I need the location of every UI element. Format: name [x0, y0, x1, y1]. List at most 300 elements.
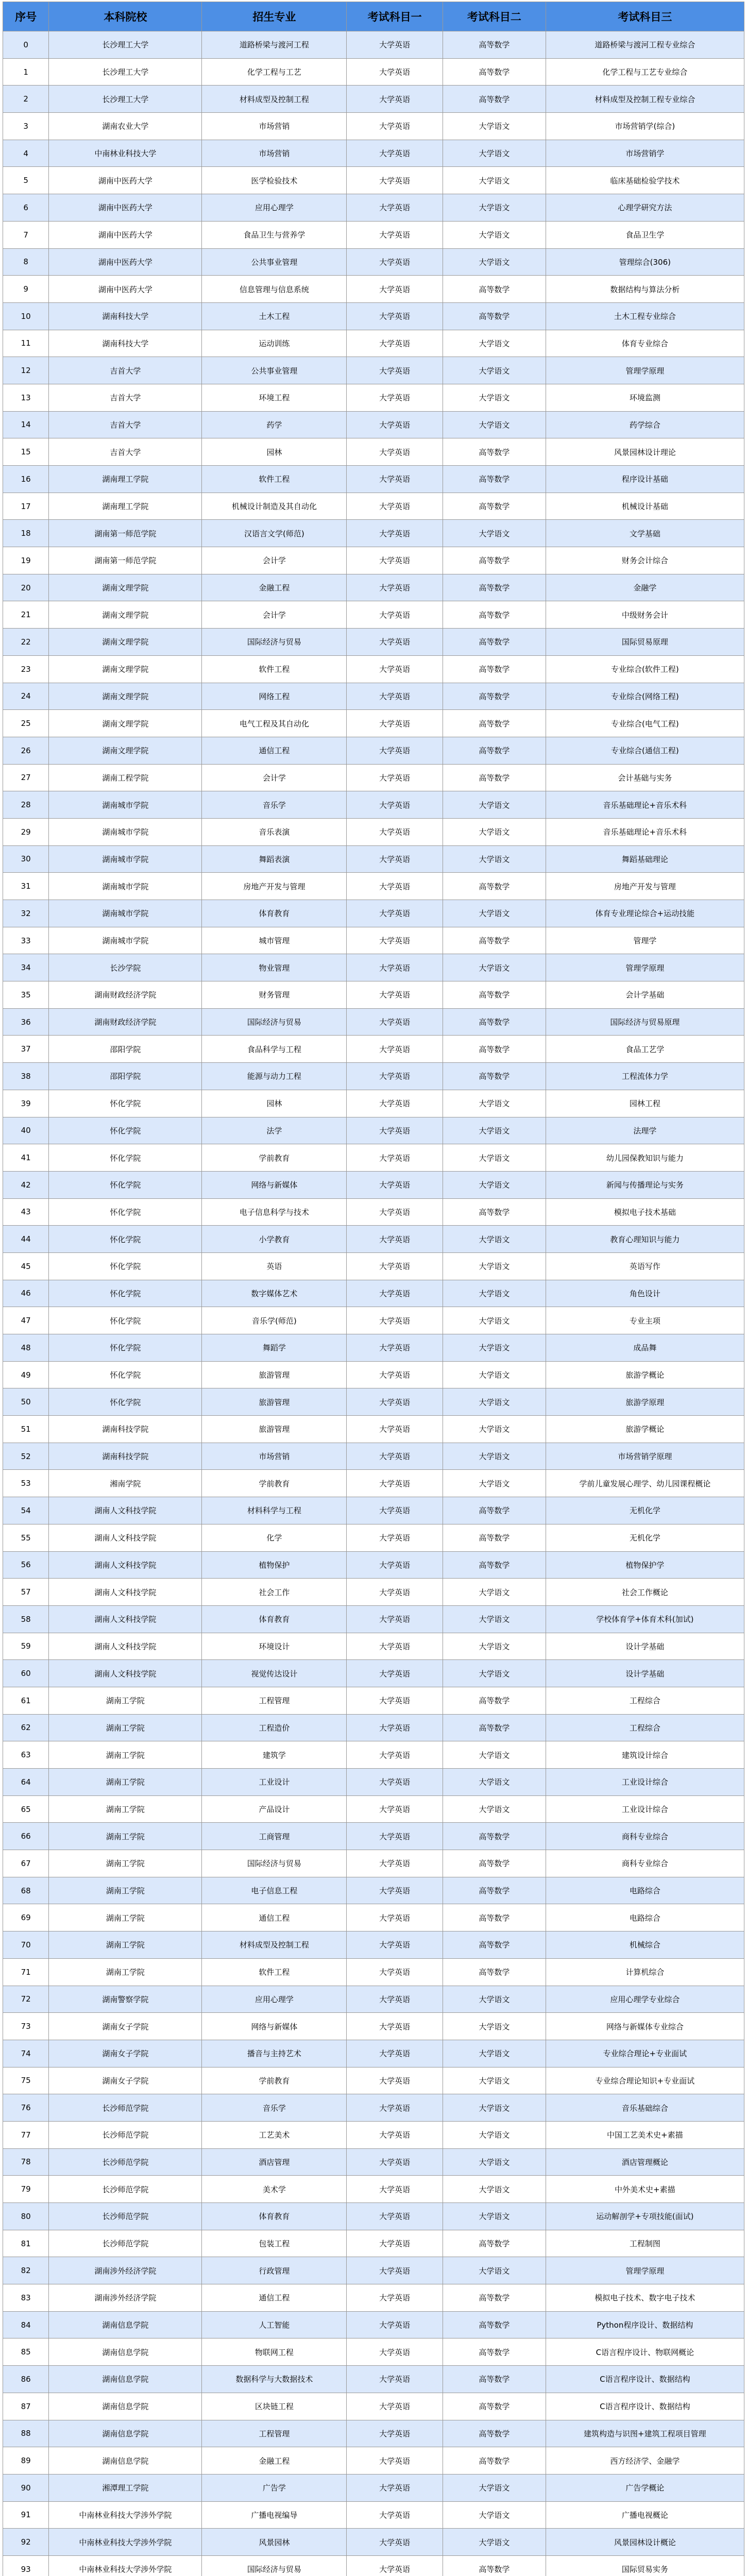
table-row	[3, 547, 744, 574]
cell-school: 湖南警察学院	[49, 1986, 202, 2013]
table-row	[3, 1171, 744, 1198]
cell-major: 机械设计制造及其自动化	[202, 493, 347, 520]
cell-no: 2	[3, 86, 49, 113]
cell-subject-1: 大学英语	[347, 1904, 443, 1931]
cell-no: 74	[3, 2040, 49, 2067]
cell-no: 35	[3, 981, 49, 1009]
header-school: 本科院校	[49, 2, 202, 31]
cell-no: 78	[3, 2148, 49, 2176]
cell-subject-3: 广播电视概论	[546, 2501, 744, 2529]
cell-subject-1: 大学英语	[347, 1660, 443, 1687]
cell-subject-2: 大学语文	[443, 1252, 546, 1280]
table-row	[3, 302, 744, 330]
cell-subject-2: 大学语文	[443, 1090, 546, 1117]
table-row	[3, 1280, 744, 1307]
cell-subject-3: 电路综合	[546, 1877, 744, 1904]
cell-subject-3: 化学工程与工艺专业综合	[546, 58, 744, 86]
cell-no: 10	[3, 302, 49, 330]
cell-school: 湖南城市学院	[49, 900, 202, 927]
cell-subject-2: 高等数学	[443, 683, 546, 710]
cell-major: 物联网工程	[202, 2338, 347, 2366]
cell-subject-2: 高等数学	[443, 1036, 546, 1063]
cell-subject-3: 社会工作概论	[546, 1579, 744, 1606]
table-row	[3, 330, 744, 357]
cell-subject-3: 广告学概论	[546, 2474, 744, 2501]
cell-school: 湖南城市学院	[49, 791, 202, 819]
cell-school: 怀化学院	[49, 1388, 202, 1416]
cell-subject-1: 大学英语	[347, 1795, 443, 1823]
cell-subject-3: 管理综合(306)	[546, 248, 744, 276]
table-row	[3, 2013, 744, 2040]
cell-school: 湖南人文科技学院	[49, 1524, 202, 1551]
cell-subject-3: 管理学原理	[546, 954, 744, 981]
cell-no: 92	[3, 2529, 49, 2556]
cell-subject-2: 大学语文	[443, 1307, 546, 1334]
cell-no: 93	[3, 2555, 49, 2576]
cell-subject-1: 大学英语	[347, 221, 443, 248]
cell-major: 电子信息工程	[202, 1877, 347, 1904]
cell-major: 体育教育	[202, 1605, 347, 1633]
cell-subject-3: 新闻与传播理论与实务	[546, 1171, 744, 1198]
cell-school: 怀化学院	[49, 1090, 202, 1117]
cell-no: 67	[3, 1850, 49, 1877]
cell-subject-2: 大学语文	[443, 1605, 546, 1633]
cell-major: 学前教育	[202, 1144, 347, 1172]
cell-subject-1: 大学英语	[347, 411, 443, 438]
header-subject-2: 考试科目二	[443, 2, 546, 31]
cell-subject-1: 大学英语	[347, 710, 443, 737]
cell-subject-1: 大学英语	[347, 2121, 443, 2148]
cell-no: 18	[3, 520, 49, 547]
table-row	[3, 248, 744, 276]
cell-subject-3: 心理学研究方法	[546, 194, 744, 222]
cell-no: 60	[3, 1660, 49, 1687]
cell-subject-2: 大学语文	[443, 1416, 546, 1443]
cell-school: 中南林业科技大学涉外学院	[49, 2529, 202, 2556]
cell-major: 材料科学与工程	[202, 1497, 347, 1524]
cell-major: 数字媒体艺术	[202, 1280, 347, 1307]
cell-school: 湖南工学院	[49, 1823, 202, 1850]
cell-subject-1: 大学英语	[347, 1470, 443, 1497]
cell-subject-2: 大学语文	[443, 1334, 546, 1362]
cell-no: 69	[3, 1904, 49, 1931]
cell-subject-2: 高等数学	[443, 629, 546, 656]
cell-major: 园林	[202, 1090, 347, 1117]
table-row	[3, 2284, 744, 2312]
cell-subject-1: 大学英语	[347, 2013, 443, 2040]
cell-major: 音乐学	[202, 2094, 347, 2122]
cell-subject-2: 大学语文	[443, 900, 546, 927]
header-no: 序号	[3, 2, 49, 31]
cell-school: 怀化学院	[49, 1144, 202, 1172]
cell-subject-1: 大学英语	[347, 466, 443, 493]
cell-subject-1: 大学英语	[347, 1334, 443, 1362]
cell-school: 湖南科技学院	[49, 1416, 202, 1443]
cell-no: 29	[3, 818, 49, 845]
table-row	[3, 1958, 744, 1986]
table-row	[3, 466, 744, 493]
cell-school: 湖南第一师范学院	[49, 547, 202, 574]
cell-school: 湖南文理学院	[49, 655, 202, 683]
table-row	[3, 1063, 744, 1090]
cell-major: 美术学	[202, 2176, 347, 2203]
cell-subject-1: 大学英语	[347, 873, 443, 900]
cell-major: 区块链工程	[202, 2393, 347, 2420]
cell-school: 怀化学院	[49, 1307, 202, 1334]
cell-subject-1: 大学英语	[347, 1171, 443, 1198]
cell-no: 56	[3, 1551, 49, 1579]
cell-school: 湖南工学院	[49, 1904, 202, 1931]
cell-subject-1: 大学英语	[347, 1633, 443, 1660]
cell-no: 72	[3, 1986, 49, 2013]
cell-no: 51	[3, 1416, 49, 1443]
cell-school: 湖南文理学院	[49, 629, 202, 656]
cell-no: 45	[3, 1252, 49, 1280]
cell-major: 软件工程	[202, 655, 347, 683]
cell-school: 湖南工学院	[49, 1769, 202, 1796]
cell-subject-2: 大学语文	[443, 1986, 546, 2013]
cell-school: 湖南人文科技学院	[49, 1660, 202, 1687]
cell-no: 7	[3, 221, 49, 248]
cell-school: 湖南理工学院	[49, 493, 202, 520]
cell-major: 市场营销	[202, 140, 347, 167]
cell-no: 71	[3, 1958, 49, 1986]
cell-no: 82	[3, 2257, 49, 2284]
cell-subject-2: 大学语文	[443, 2094, 546, 2122]
cell-subject-2: 高等数学	[443, 2230, 546, 2257]
cell-major: 食品卫生与营养学	[202, 221, 347, 248]
cell-subject-2: 大学语文	[443, 520, 546, 547]
cell-subject-3: 市场营销学(综合)	[546, 113, 744, 140]
table-row	[3, 791, 744, 819]
cell-subject-2: 高等数学	[443, 493, 546, 520]
cell-subject-2: 大学语文	[443, 1280, 546, 1307]
cell-school: 湖南人文科技学院	[49, 1579, 202, 1606]
cell-school: 中南林业科技大学涉外学院	[49, 2555, 202, 2576]
table-row	[3, 2420, 744, 2447]
cell-subject-3: 专业综合理论+专业面试	[546, 2040, 744, 2067]
cell-subject-1: 大学英语	[347, 1714, 443, 1741]
cell-major: 电子信息科学与技术	[202, 1198, 347, 1226]
cell-subject-2: 高等数学	[443, 276, 546, 303]
cell-no: 55	[3, 1524, 49, 1551]
table-row	[3, 2555, 744, 2576]
cell-no: 11	[3, 330, 49, 357]
cell-subject-2: 大学语文	[443, 845, 546, 873]
cell-subject-2: 高等数学	[443, 1958, 546, 1986]
cell-subject-1: 大学英语	[347, 1605, 443, 1633]
cell-school: 吉首大学	[49, 411, 202, 438]
cell-subject-3: 市场营销学	[546, 140, 744, 167]
cell-school: 长沙师范学院	[49, 2230, 202, 2257]
cell-major: 化学工程与工艺	[202, 58, 347, 86]
cell-subject-3: C语言程序设计、物联网概论	[546, 2338, 744, 2366]
cell-subject-1: 大学英语	[347, 547, 443, 574]
cell-no: 68	[3, 1877, 49, 1904]
table-row	[3, 954, 744, 981]
cell-subject-3: 无机化学	[546, 1524, 744, 1551]
cell-subject-3: 管理学原理	[546, 357, 744, 384]
cell-school: 中南林业科技大学涉外学院	[49, 2501, 202, 2529]
cell-no: 9	[3, 276, 49, 303]
cell-major: 旅游管理	[202, 1361, 347, 1388]
cell-major: 社会工作	[202, 1579, 347, 1606]
header-subject-3: 考试科目三	[546, 2, 744, 31]
table-row	[3, 1388, 744, 1416]
cell-major: 人工智能	[202, 2311, 347, 2338]
cell-school: 湖南城市学院	[49, 845, 202, 873]
cell-subject-3: 体育专业综合	[546, 330, 744, 357]
cell-subject-2: 高等数学	[443, 927, 546, 954]
cell-no: 88	[3, 2420, 49, 2447]
cell-subject-3: 风景园林设计理论	[546, 438, 744, 466]
cell-major: 国际经济与贸易	[202, 2555, 347, 2576]
cell-no: 25	[3, 710, 49, 737]
cell-major: 播音与主持艺术	[202, 2040, 347, 2067]
cell-no: 26	[3, 737, 49, 764]
cell-no: 43	[3, 1198, 49, 1226]
cell-subject-2: 大学语文	[443, 1660, 546, 1687]
cell-subject-3: 法理学	[546, 1117, 744, 1144]
cell-major: 金融工程	[202, 574, 347, 601]
table-row	[3, 1307, 744, 1334]
cell-subject-2: 大学语文	[443, 330, 546, 357]
table-row	[3, 2203, 744, 2230]
cell-major: 能源与动力工程	[202, 1063, 347, 1090]
cell-subject-1: 大学英语	[347, 818, 443, 845]
cell-subject-2: 高等数学	[443, 1524, 546, 1551]
cell-subject-1: 大学英语	[347, 1958, 443, 1986]
cell-major: 工商管理	[202, 1823, 347, 1850]
cell-subject-3: 成品舞	[546, 1334, 744, 1362]
cell-subject-2: 高等数学	[443, 2311, 546, 2338]
cell-subject-1: 大学英语	[347, 384, 443, 411]
cell-subject-1: 大学英语	[347, 1008, 443, 1036]
cell-school: 湖南工学院	[49, 1877, 202, 1904]
cell-no: 5	[3, 167, 49, 194]
cell-subject-3: 国际经济与贸易原理	[546, 1008, 744, 1036]
table-row	[3, 1741, 744, 1769]
cell-school: 长沙师范学院	[49, 2203, 202, 2230]
cell-subject-1: 大学英语	[347, 1252, 443, 1280]
table-body	[3, 31, 744, 2576]
cell-subject-1: 大学英语	[347, 1307, 443, 1334]
cell-subject-1: 大学英语	[347, 1551, 443, 1579]
cell-subject-1: 大学英语	[347, 683, 443, 710]
cell-subject-2: 高等数学	[443, 31, 546, 59]
table-row	[3, 1904, 744, 1931]
cell-no: 22	[3, 629, 49, 656]
cell-subject-3: 金融学	[546, 574, 744, 601]
cell-no: 83	[3, 2284, 49, 2312]
cell-major: 工程管理	[202, 1687, 347, 1714]
table-row	[3, 981, 744, 1009]
cell-no: 28	[3, 791, 49, 819]
cell-subject-1: 大学英语	[347, 1090, 443, 1117]
cell-major: 城市管理	[202, 927, 347, 954]
cell-major: 环境工程	[202, 384, 347, 411]
cell-no: 48	[3, 1334, 49, 1362]
cell-major: 通信工程	[202, 2284, 347, 2312]
table-row	[3, 1714, 744, 1741]
cell-subject-1: 大学英语	[347, 2338, 443, 2366]
cell-no: 61	[3, 1687, 49, 1714]
cell-school: 湖南工学院	[49, 1931, 202, 1959]
cell-no: 46	[3, 1280, 49, 1307]
cell-subject-3: 学校体育学+体育术科(加试)	[546, 1605, 744, 1633]
table-row	[3, 31, 744, 59]
cell-no: 6	[3, 194, 49, 222]
cell-subject-3: 植物保护学	[546, 1551, 744, 1579]
table-row	[3, 2529, 744, 2556]
cell-subject-2: 高等数学	[443, 601, 546, 629]
cell-no: 86	[3, 2366, 49, 2393]
cell-school: 湖南科技大学	[49, 302, 202, 330]
table-row	[3, 1036, 744, 1063]
cell-subject-2: 大学语文	[443, 1226, 546, 1253]
cell-subject-2: 高等数学	[443, 1877, 546, 1904]
cell-subject-3: 运动解剖学+专项技能(面试)	[546, 2203, 744, 2230]
cell-no: 34	[3, 954, 49, 981]
cell-no: 64	[3, 1769, 49, 1796]
table-row	[3, 2338, 744, 2366]
cell-major: 网络工程	[202, 683, 347, 710]
cell-subject-1: 大学英语	[347, 2094, 443, 2122]
cell-subject-3: 商科专业综合	[546, 1823, 744, 1850]
cell-subject-3: 风景园林设计概论	[546, 2529, 744, 2556]
cell-subject-2: 高等数学	[443, 1687, 546, 1714]
cell-subject-2: 高等数学	[443, 2393, 546, 2420]
cell-subject-2: 大学语文	[443, 357, 546, 384]
cell-no: 66	[3, 1823, 49, 1850]
cell-subject-1: 大学英语	[347, 1144, 443, 1172]
cell-subject-2: 高等数学	[443, 1497, 546, 1524]
table-row	[3, 1633, 744, 1660]
cell-subject-1: 大学英语	[347, 981, 443, 1009]
cell-subject-2: 高等数学	[443, 1931, 546, 1959]
cell-subject-2: 大学语文	[443, 2474, 546, 2501]
cell-subject-3: 道路桥梁与渡河工程专业综合	[546, 31, 744, 59]
cell-subject-2: 高等数学	[443, 1904, 546, 1931]
cell-no: 47	[3, 1307, 49, 1334]
cell-subject-3: 模拟电子技术、数字电子技术	[546, 2284, 744, 2312]
cell-major: 物业管理	[202, 954, 347, 981]
cell-school: 湖南人文科技学院	[49, 1551, 202, 1579]
cell-subject-3: 工程流体力学	[546, 1063, 744, 1090]
cell-subject-1: 大学英语	[347, 113, 443, 140]
cell-school: 湖南中医药大学	[49, 194, 202, 222]
cell-no: 38	[3, 1063, 49, 1090]
cell-subject-1: 大学英语	[347, 900, 443, 927]
cell-school: 湖南文理学院	[49, 683, 202, 710]
cell-major: 视觉传达设计	[202, 1660, 347, 1687]
cell-subject-3: 酒店管理概论	[546, 2148, 744, 2176]
cell-subject-2: 高等数学	[443, 737, 546, 764]
cell-school: 湖南文理学院	[49, 601, 202, 629]
cell-subject-2: 高等数学	[443, 873, 546, 900]
cell-subject-1: 大学英语	[347, 1823, 443, 1850]
cell-major: 公共事业管理	[202, 357, 347, 384]
cell-major: 应用心理学	[202, 1986, 347, 2013]
cell-major: 工程造价	[202, 1714, 347, 1741]
cell-subject-3: 旅游学概论	[546, 1416, 744, 1443]
cell-subject-2: 大学语文	[443, 791, 546, 819]
cell-no: 3	[3, 113, 49, 140]
cell-no: 31	[3, 873, 49, 900]
cell-subject-2: 高等数学	[443, 655, 546, 683]
cell-subject-2: 高等数学	[443, 1823, 546, 1850]
cell-subject-1: 大学英语	[347, 1986, 443, 2013]
cell-major: 法学	[202, 1117, 347, 1144]
table-row	[3, 900, 744, 927]
cell-subject-1: 大学英语	[347, 1198, 443, 1226]
table-row	[3, 1008, 744, 1036]
cell-subject-1: 大学英语	[347, 2420, 443, 2447]
cell-school: 湖南信息学院	[49, 2311, 202, 2338]
cell-school: 怀化学院	[49, 1117, 202, 1144]
cell-major: 化学	[202, 1524, 347, 1551]
cell-no: 42	[3, 1171, 49, 1198]
cell-subject-1: 大学英语	[347, 302, 443, 330]
cell-school: 湖南工学院	[49, 1714, 202, 1741]
cell-subject-3: 体育专业理论综合+运动技能	[546, 900, 744, 927]
cell-subject-3: 程序设计基础	[546, 466, 744, 493]
cell-subject-1: 大学英语	[347, 140, 443, 167]
table-row	[3, 438, 744, 466]
cell-subject-1: 大学英语	[347, 2257, 443, 2284]
cell-subject-3: 建筑设计综合	[546, 1741, 744, 1769]
cell-school: 湖南工学院	[49, 1741, 202, 1769]
cell-no: 23	[3, 655, 49, 683]
cell-major: 数据科学与大数据技术	[202, 2366, 347, 2393]
table-row	[3, 1795, 744, 1823]
cell-subject-3: 应用心理学专业综合	[546, 1986, 744, 2013]
cell-major: 软件工程	[202, 1958, 347, 1986]
cell-school: 湖南中医药大学	[49, 167, 202, 194]
cell-major: 包装工程	[202, 2230, 347, 2257]
cell-subject-3: 舞蹈基础理论	[546, 845, 744, 873]
cell-subject-2: 高等数学	[443, 58, 546, 86]
cell-major: 小学教育	[202, 1226, 347, 1253]
table-row	[3, 1361, 744, 1388]
cell-school: 湖南工学院	[49, 1850, 202, 1877]
table-row	[3, 493, 744, 520]
cell-no: 1	[3, 58, 49, 86]
cell-no: 54	[3, 1497, 49, 1524]
cell-school: 湖南科技学院	[49, 1443, 202, 1470]
cell-major: 国际经济与贸易	[202, 629, 347, 656]
cell-subject-1: 大学英语	[347, 2176, 443, 2203]
cell-subject-1: 大学英语	[347, 2393, 443, 2420]
cell-school: 长沙学院	[49, 954, 202, 981]
table-row	[3, 2176, 744, 2203]
cell-subject-3: 中国工艺美术史+素描	[546, 2121, 744, 2148]
cell-no: 8	[3, 248, 49, 276]
cell-no: 81	[3, 2230, 49, 2257]
cell-subject-1: 大学英语	[347, 1769, 443, 1796]
cell-school: 中南林业科技大学	[49, 140, 202, 167]
cell-major: 旅游管理	[202, 1388, 347, 1416]
cell-subject-1: 大学英语	[347, 493, 443, 520]
cell-major: 市场营销	[202, 113, 347, 140]
cell-major: 酒店管理	[202, 2148, 347, 2176]
cell-subject-1: 大学英语	[347, 1931, 443, 1959]
cell-subject-3: 建筑构造与识图+建筑工程项目管理	[546, 2420, 744, 2447]
cell-major: 汉语言文学(师范)	[202, 520, 347, 547]
cell-subject-3: 音乐基础理论+音乐术科	[546, 791, 744, 819]
cell-subject-3: 专业综合(软件工程)	[546, 655, 744, 683]
cell-subject-3: 西方经济学、金融学	[546, 2447, 744, 2475]
